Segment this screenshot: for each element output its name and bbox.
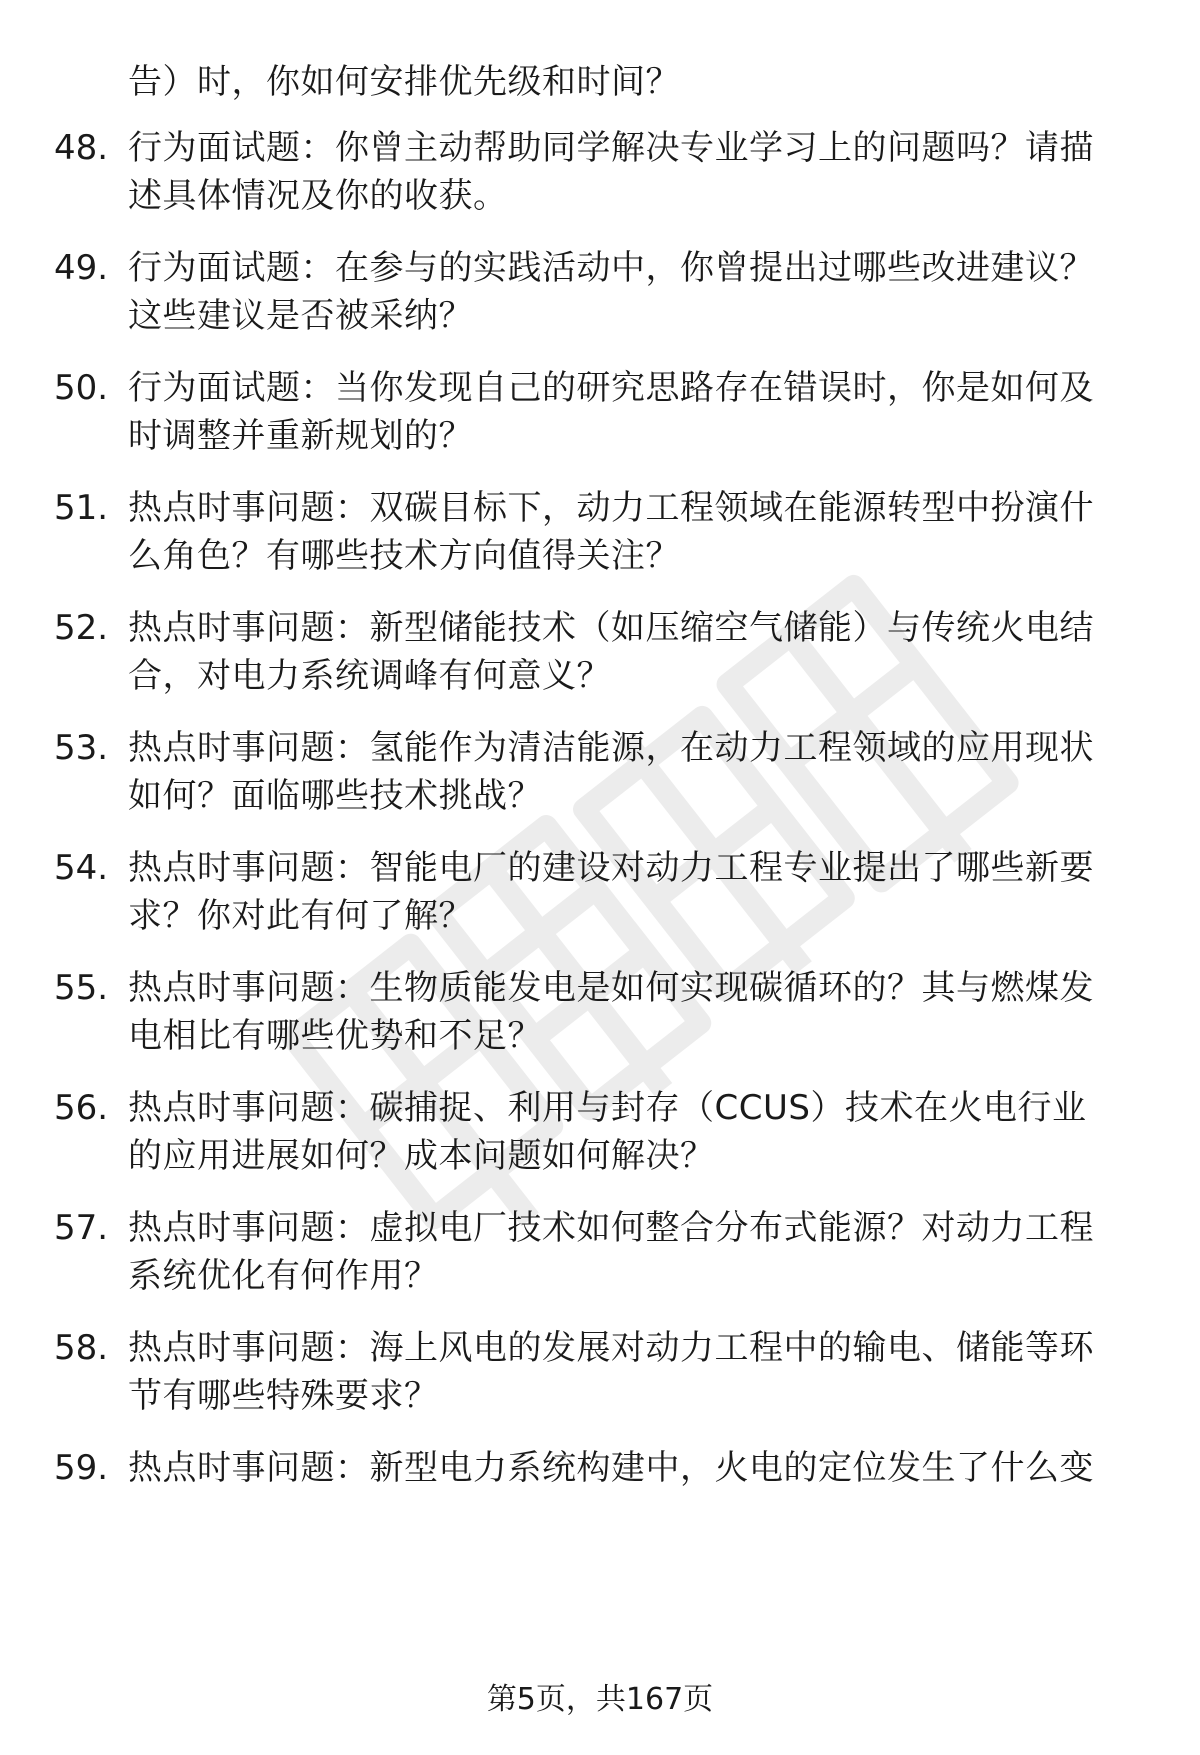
item-number: 49.	[54, 248, 109, 288]
item-text	[128, 604, 1148, 700]
page-footer: 第5页，共167页	[486, 1682, 714, 1717]
item-number: 51.	[54, 488, 109, 528]
item-text	[128, 1444, 1148, 1492]
item-line: 热点时事问题：虚拟电厂技术如何整合分布式能源？对动力工程	[128, 1208, 1094, 1248]
continuation-text: 告）时，你如何安排优先级和时间？	[128, 62, 680, 102]
item-line: 时调整并重新规划的？	[128, 416, 473, 456]
item-line: 这些建议是否被采纳？	[128, 296, 473, 336]
item-number: 59.	[54, 1448, 109, 1488]
item-text	[128, 484, 1148, 580]
item-number: 57.	[54, 1208, 109, 1248]
item-line: 合，对电力系统调峰有何意义？	[128, 656, 611, 696]
item-number: 52.	[54, 608, 109, 648]
item-line: 热点时事问题：海上风电的发展对动力工程中的输电、储能等环	[128, 1328, 1094, 1368]
item-number: 54.	[54, 848, 109, 888]
item-line: 述具体情况及你的收获。	[128, 176, 508, 216]
item-line: 如何？面临哪些技术挑战？	[128, 776, 542, 816]
item-line: 热点时事问题：碳捕捉、利用与封存（CCUS）技术在火电行业	[128, 1088, 1087, 1128]
item-number: 48.	[54, 128, 109, 168]
item-text	[128, 244, 1148, 340]
item-number: 53.	[54, 728, 109, 768]
item-text	[128, 724, 1148, 820]
item-line: 热点时事问题：双碳目标下，动力工程领域在能源转型中扮演什	[128, 488, 1094, 528]
item-text	[128, 1084, 1148, 1180]
item-text	[128, 1204, 1148, 1300]
item-line: 热点时事问题：智能电厂的建设对动力工程专业提出了哪些新要	[128, 848, 1094, 888]
item-line: 节有哪些特殊要求？	[128, 1376, 439, 1416]
item-number: 55.	[54, 968, 109, 1008]
item-text	[128, 124, 1148, 220]
item-text	[128, 964, 1148, 1060]
item-text	[128, 1324, 1148, 1420]
item-line: 电相比有哪些优势和不足？	[128, 1016, 542, 1056]
item-line: 的应用进展如何？成本问题如何解决？	[128, 1136, 715, 1176]
item-line: 行为面试题：你曾主动帮助同学解决专业学习上的问题吗？请描	[128, 128, 1094, 168]
item-line: 热点时事问题：新型储能技术（如压缩空气储能）与传统火电结	[128, 608, 1094, 648]
item-text	[128, 364, 1148, 460]
item-line: 热点时事问题：生物质能发电是如何实现碳循环的？其与燃煤发	[128, 968, 1094, 1008]
item-number: 56.	[54, 1088, 109, 1128]
item-number: 58.	[54, 1328, 109, 1368]
item-number: 50.	[54, 368, 109, 408]
item-line: 热点时事问题：新型电力系统构建中，火电的定位发生了什么变	[128, 1448, 1094, 1488]
item-line: 么角色？有哪些技术方向值得关注？	[128, 536, 680, 576]
item-line: 系统优化有何作用？	[128, 1256, 439, 1296]
item-line: 热点时事问题：氢能作为清洁能源，在动力工程领域的应用现状	[128, 728, 1094, 768]
item-text	[128, 844, 1148, 940]
item-line: 行为面试题：在参与的实践活动中，你曾提出过哪些改进建议？	[128, 248, 1094, 288]
item-line: 行为面试题：当你发现自己的研究思路存在错误时，你是如何及	[128, 368, 1094, 408]
item-line: 求？你对此有何了解？	[128, 896, 473, 936]
